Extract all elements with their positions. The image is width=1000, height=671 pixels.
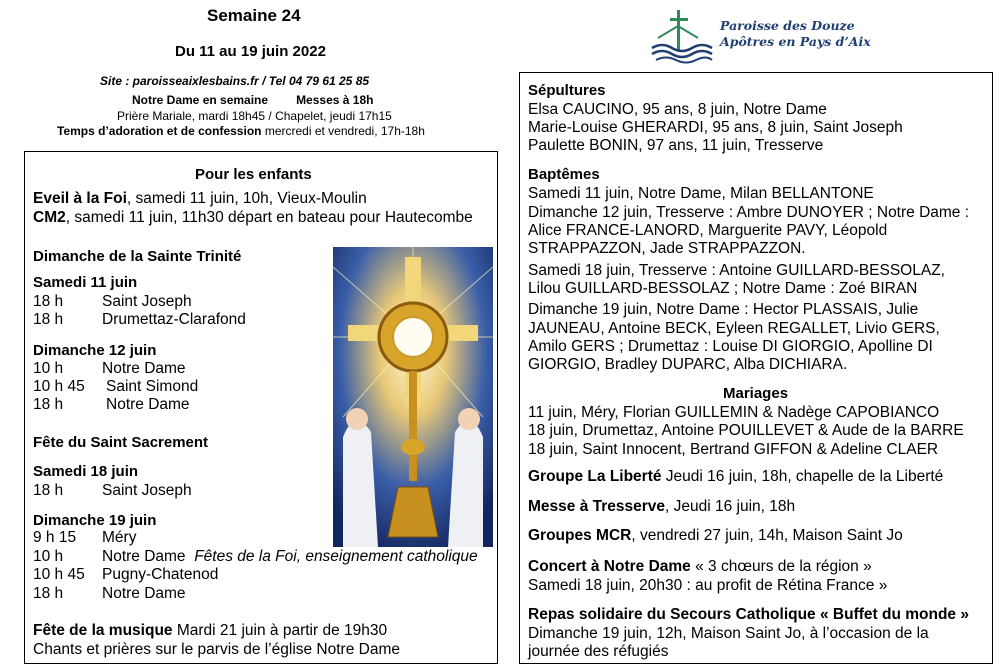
mass-place: Drumettaz-Clarafond [102, 311, 246, 328]
masses-time: Messes à 18h [296, 93, 374, 107]
adoration-label: Temps d’adoration et de confession [57, 124, 262, 138]
musique-label: Fête de la musique [33, 622, 173, 639]
mass-place: Notre Dame [102, 548, 186, 565]
bapteme-line: Alice FRANCE-LANORD, Marguerite PAVY, Léopold [528, 222, 888, 239]
sacrement-title: Fête du Saint Sacrement [33, 434, 209, 451]
mariage-item: 18 juin, Drumettaz, Antoine POUILLEVET & Aude de la BARRE [528, 422, 964, 439]
mcr-line [528, 527, 903, 545]
bapteme-line: GIORGIO, Bradley DUPARC, Alba DICHIARA. [528, 356, 848, 373]
cm2-line [33, 209, 473, 227]
mariages-title: Mariages [723, 385, 789, 402]
sepulture-item: Marie-Louise GHERARDI, 95 ans, 8 juin, Saint Joseph [528, 119, 903, 136]
bapteme-line: Samedi 11 juin, Notre Dame, Milan BELLANTONE [528, 185, 874, 202]
mass-place: Pugny-Chatenod [102, 566, 219, 583]
mariage-item: 11 juin, Méry, Florian GUILLEMIN & Nadège CAPOBIANCO [528, 404, 940, 421]
mass-time: 18 h [33, 396, 64, 413]
tresserve-line [528, 498, 795, 516]
parish-logo-icon [648, 8, 718, 66]
eveil-text: , samedi 11 juin, 10h, Vieux-Moulin [126, 190, 367, 207]
sepulture-item: Paulette BONIN, 97 ans, 11 juin, Tresserve [528, 137, 824, 154]
mass-note: Fêtes de la Foi, enseignement catholique [194, 548, 478, 565]
mass-time: 10 h 45 [33, 378, 85, 395]
mass-time: 10 h [33, 548, 64, 565]
cm2-label: CM2 [33, 209, 66, 226]
concert-text: « 3 chœurs de la région » [690, 558, 872, 575]
adoration-line [57, 124, 425, 138]
parish-name [720, 18, 871, 50]
mass-time: 18 h [33, 293, 64, 310]
concert-label: Concert à Notre Dame [528, 558, 691, 575]
mcr-label: Groupes MCR [528, 527, 632, 544]
concert-line2: Samedi 18 juin, 20h30 : au profit de Rétina France » [528, 577, 888, 594]
bapteme-line: Samedi 18 juin, Tresserve : Antoine GUILLARD-BESSOLAZ, [528, 262, 945, 279]
baptemes-title: Baptêmes [528, 166, 600, 183]
mass-place: Saint Joseph [102, 482, 192, 499]
liberte-label: Groupe La Liberté [528, 468, 662, 485]
bapteme-line: Amilo GERS ; Drumettaz : Louise DI GIORGIO, Apolline DI [528, 338, 933, 355]
mass-place: Notre Dame [102, 360, 186, 377]
mass-time: 18 h [33, 482, 64, 499]
eveil-label: Eveil à la Foi [33, 190, 127, 207]
adoration-times: mercredi et vendredi, 17h-18h [261, 124, 425, 138]
cm2-text: , samedi 11 juin, 11h30 départ en bateau pour Hautecombe [65, 209, 473, 226]
trinite-title: Dimanche de la Sainte Trinité [33, 248, 242, 265]
priere-line: Prière Mariale, mardi 18h45 / Chapelet, jeudi 17h15 [117, 109, 392, 123]
bapteme-line: Dimanche 19 juin, Notre Dame : Hector PLASSAIS, Julie [528, 301, 919, 318]
bapteme-line: STRAPPAZZON, Jade STRAPPAZZON. [528, 240, 806, 257]
musique-line [33, 622, 387, 640]
mass-place: Notre Dame [102, 585, 186, 602]
tresserve-text: , Jeudi 16 juin, 18h [665, 498, 796, 515]
mass-place-with-note [102, 548, 478, 566]
sepultures-title: Sépultures [528, 82, 606, 99]
bapteme-line: Lilou GUILLARD-BESSOLAZ ; Notre Dame : Zoé BIRAN [528, 280, 918, 297]
concert-line [528, 558, 872, 576]
sepulture-item: Elsa CAUCINO, 95 ans, 8 juin, Notre Dame [528, 101, 827, 118]
enfants-title: Pour les enfants [195, 166, 312, 183]
musique-text: Mardi 21 juin à partir de 19h30 [172, 622, 388, 639]
parish-name-line2: Apôtres en Pays d’Aix [720, 34, 871, 49]
eveil-line [33, 190, 367, 208]
date-range: Du 11 au 19 juin 2022 [175, 43, 326, 60]
bapteme-line: JAUNEAU, Antoine BECK, Eyleen REGALLET, Livio GERS, [528, 320, 940, 337]
mass-time: 9 h 15 [33, 529, 77, 546]
dim12-title: Dimanche 12 juin [33, 342, 157, 359]
dim19-title: Dimanche 19 juin [33, 512, 157, 529]
mass-time: 10 h 45 [33, 566, 85, 583]
mass-time: 10 h [33, 360, 64, 377]
parish-name-line1: Paroisse des Douze [720, 18, 855, 33]
mass-place: Saint Simond [106, 378, 199, 395]
mass-place: Méry [102, 529, 137, 546]
liberte-text: Jeudi 16 juin, 18h, chapelle de la Liberté [661, 468, 944, 485]
mass-place: Notre Dame [106, 396, 190, 413]
bapteme-line: Dimanche 12 juin, Tresserve : Ambre DUNOYER ; Notre Dame : [528, 204, 970, 221]
mariage-item: 18 juin, Saint Innocent, Bertrand GIFFON & Adeline CLAER [528, 441, 939, 458]
mass-time: 18 h [33, 311, 64, 328]
sam11-title: Samedi 11 juin [33, 274, 138, 291]
monstrance-image [333, 247, 493, 547]
notre-dame-weekday: Notre Dame en semaine [132, 93, 269, 107]
mcr-text: , vendredi 27 juin, 14h, Maison Saint Jo [631, 527, 903, 544]
week-title: Semaine 24 [207, 6, 301, 25]
site-line: Site : paroisseaixlesbains.fr / Tel 04 79 61 25 85 [100, 74, 370, 88]
repas-title: Repas solidaire du Secours Catholique « Buffet du monde » [528, 606, 969, 623]
mass-place: Saint Joseph [102, 293, 192, 310]
liberte-line [528, 468, 943, 486]
musique-line2: Chants et prières sur le parvis de l’église Notre Dame [33, 641, 400, 658]
weekday-masses [132, 93, 373, 107]
repas-line3: journée des réfugiés [528, 643, 669, 660]
mass-time: 18 h [33, 585, 64, 602]
repas-line2: Dimanche 19 juin, 12h, Maison Saint Jo, à l’occasion de la [528, 625, 929, 642]
tresserve-label: Messe à Tresserve [528, 498, 666, 515]
sam18-title: Samedi 18 juin [33, 463, 139, 480]
